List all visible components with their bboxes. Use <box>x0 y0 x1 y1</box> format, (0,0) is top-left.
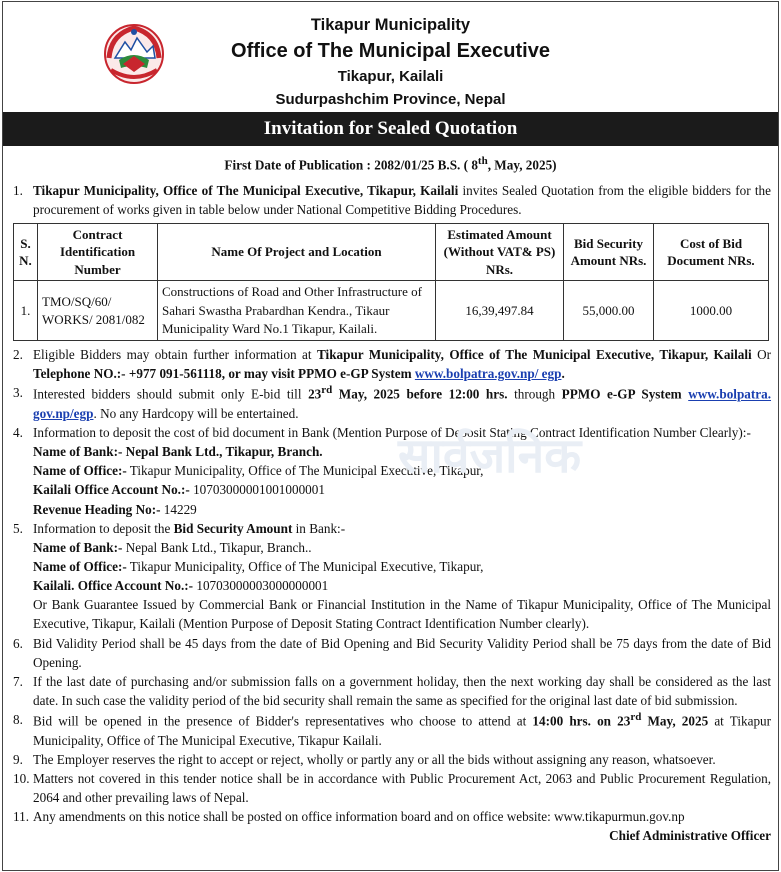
clause-text <box>33 710 771 750</box>
value: 10703000001001000001 <box>189 482 325 498</box>
cell-cin: TMO/SQ/60/ WORKS/ 2081/082 <box>38 281 158 341</box>
clause-4 <box>13 423 771 519</box>
label: Kailali. Office Account No.:- <box>33 578 194 594</box>
label: Name of Bank:- <box>33 539 123 555</box>
clause-6 <box>13 634 771 672</box>
clause-text: If the last date of purchasing and/or submission falls on a government holiday, then the next working day shall be considered as the last date. In such case the validity period of the bid security shall remain the same as specified for the original last date of bid submission. <box>33 673 771 708</box>
office-name: Office of The Municipal Executive <box>231 40 550 62</box>
col-project: Name Of Project and Location <box>158 223 436 281</box>
clause-3-b2: May, 2025 before 12:00 hrs. <box>332 386 508 402</box>
clause-text <box>33 345 771 383</box>
clause-8 <box>13 710 771 750</box>
cell-security: 55,000.00 <box>564 281 654 341</box>
clause-number: 8. <box>13 712 23 728</box>
publication-label: First Date of Publication : <box>224 157 371 173</box>
clause-11 <box>13 807 771 826</box>
table-row <box>14 281 769 341</box>
clause-number: 10. <box>13 770 30 786</box>
value: 14229 <box>160 501 197 517</box>
egp-link[interactable]: www.bolpatra. gov.np/egp <box>33 386 772 421</box>
clause-number: 1. <box>13 182 23 198</box>
clause-8-b2: May, 2025 <box>641 713 709 729</box>
t: Information to deposit the <box>33 520 174 536</box>
clause-3 <box>13 383 771 423</box>
publication-sup: th <box>477 155 488 167</box>
province: Sudurpashchim Province, Nepal <box>275 91 506 108</box>
value: Tikapur Municipality, Office of The Municipal Executive, Tikapur, <box>126 463 484 479</box>
clause-3-b3: PPMO e-GP System <box>561 386 689 402</box>
clause-text <box>33 181 771 219</box>
clause-2-b1: Tikapur Municipality, Office of The Municipal Executive, Tikapur, Kailali <box>316 347 752 363</box>
clause-2-t1: Eligible Bidders may obtain further information at <box>33 347 317 363</box>
clause-7 <box>13 672 771 710</box>
clause-number: 2. <box>13 347 23 363</box>
clause-1-bold: Tikapur Municipality, Office of The Municipal Executive, Tikapur, Kailali <box>33 182 459 198</box>
table-header-row <box>14 223 769 281</box>
b: Bid Security Amount <box>173 520 293 536</box>
clause-8-sup: rd <box>630 711 642 724</box>
clause-text <box>33 423 771 519</box>
clause-1 <box>13 181 771 219</box>
clause-9 <box>13 750 771 769</box>
clause-2-t2: Or <box>751 347 771 363</box>
value: Nepal Bank Ltd., Tikapur, Branch.. <box>122 539 312 555</box>
clause-text: Any amendments on this notice shall be posted on office information board and on office website: www.tikapurmun.gov.np <box>33 809 685 825</box>
clause-number: 5. <box>13 520 23 536</box>
col-sn: S. N. <box>14 223 38 281</box>
label: Revenue Heading No:- <box>33 501 161 517</box>
notice-title: Invitation for Sealed Quotation <box>3 112 778 146</box>
clause-number: 3. <box>13 385 23 401</box>
header <box>3 2 778 112</box>
clause-5-office <box>33 557 771 576</box>
clause-2 <box>13 345 771 383</box>
value: 10703000003000000001 <box>193 578 329 594</box>
clause-8-t1: Bid will be opened in the presence of Bidder's representatives who choose to attend at <box>33 713 533 729</box>
clause-3-t3: . No any Hardcopy will be entertained. <box>93 405 299 421</box>
publication-tail: , May, 2025) <box>487 157 557 173</box>
col-estimate: Estimated Amount (Without VAT& PS) NRs. <box>436 223 564 281</box>
label: Name of Office:- <box>33 463 127 479</box>
clause-3-sup: rd <box>321 384 333 397</box>
clause-4-intro: Information to deposit the cost of bid document in Bank (Mention Purpose of Deposit Stating Contract Identification Number Clearly):- <box>33 424 751 440</box>
clause-2-b2: Telephone NO.:- +977 091-561118, or may visit PPMO e-GP System <box>33 366 415 382</box>
clause-text: Bid Validity Period shall be 45 days from the date of Bid Opening and Bid Security Validity Period shall be 75 days from the date of Bid Opening. <box>33 635 771 670</box>
clause-text <box>33 519 771 634</box>
clause-2-t3: . <box>561 366 565 382</box>
clause-3-t2: through <box>507 386 562 402</box>
clause-text <box>33 383 771 423</box>
clause-1-text: invites Sealed Quotation from the eligible bidders for the procurement of works given in table below under National Competitive Bidding Procedures. <box>33 182 771 217</box>
notice-clauses <box>3 345 778 845</box>
clause-5-account <box>33 576 771 595</box>
clause-5-intro <box>33 519 771 538</box>
clause-4-account <box>33 480 771 499</box>
clause-number: 7. <box>13 673 23 689</box>
label: Name of Office:- <box>33 558 127 574</box>
clause-4-office <box>33 461 771 480</box>
col-cost: Cost of Bid Document NRs. <box>654 223 769 281</box>
clause-number: 11. <box>13 809 29 825</box>
clause-8-b1: 14:00 hrs. on 23 <box>532 713 631 729</box>
tender-notice <box>2 1 779 871</box>
clause-5 <box>13 519 771 634</box>
clause-3-b1: 23 <box>308 386 322 402</box>
clause-number: 6. <box>13 635 23 651</box>
cell-sn: 1. <box>14 281 38 341</box>
t2: in Bank:- <box>292 520 346 536</box>
clause-3-t1: Interested bidders should submit only E-bid till <box>33 386 309 402</box>
bolpatra-link[interactable]: www.bolpatra.gov.np/ egp <box>414 366 562 382</box>
signature: Chief Administrative Officer <box>609 828 771 844</box>
location: Tikapur, Kailali <box>337 68 444 85</box>
municipality-name: Tikapur Municipality <box>310 16 471 34</box>
clause-8-t2: at Tikapur Municipality, Office of The Municipal Executive, Tikapur Kailali. <box>33 713 772 748</box>
cell-estimate: 16,39,497.84 <box>436 281 564 341</box>
clause-text: The Employer reserves the right to accept or reject, wholly or partly any or all the bids without assigning any reason, whatsoever. <box>33 751 716 767</box>
watermark: सार्वजनिक <box>398 428 582 484</box>
clause-4-revenue <box>33 500 771 519</box>
col-cin: Contract Identification Number <box>38 223 158 281</box>
clause-text: Matters not covered in this tender notice shall be in accordance with Public Procurement Act, 2063 and Public Procurement Regulation, 2064 and other prevailing laws of Nepal. <box>33 770 771 806</box>
works-table <box>13 223 769 341</box>
publication-value: 2082/01/25 B.S. ( 8 <box>374 157 478 173</box>
clause-number: 9. <box>13 751 23 767</box>
notice-body <box>3 181 778 219</box>
cell-cost: 1000.00 <box>654 281 769 341</box>
value: Tikapur Municipality, Office of The Municipal Executive, Tikapur, <box>126 558 484 574</box>
clause-5-bank <box>33 538 771 557</box>
clause-4-bank: Name of Bank:- Nepal Bank Ltd., Tikapur, Branch. <box>33 444 323 460</box>
clause-number: 4. <box>13 424 23 440</box>
publication-date <box>3 154 778 175</box>
clause-10 <box>13 769 771 807</box>
label: Kailali Office Account No.:- <box>33 482 190 498</box>
clause-5-guarantee: Or Bank Guarantee Issued by Commercial Bank or Financial Institution in the Name of Tikapur Municipality, Office of The Municipal Executive, Tikapur, Kailali (Mention Purpose of Deposit Stating Contract Identification Number clearly). <box>33 597 771 632</box>
col-security: Bid Security Amount NRs. <box>564 223 654 281</box>
cell-project: Constructions of Road and Other Infrastructure of Sahari Swastha Prabardhan Kendra., Tikaur Municipality Ward No.1 Tikapur, Kailali. <box>158 281 436 341</box>
